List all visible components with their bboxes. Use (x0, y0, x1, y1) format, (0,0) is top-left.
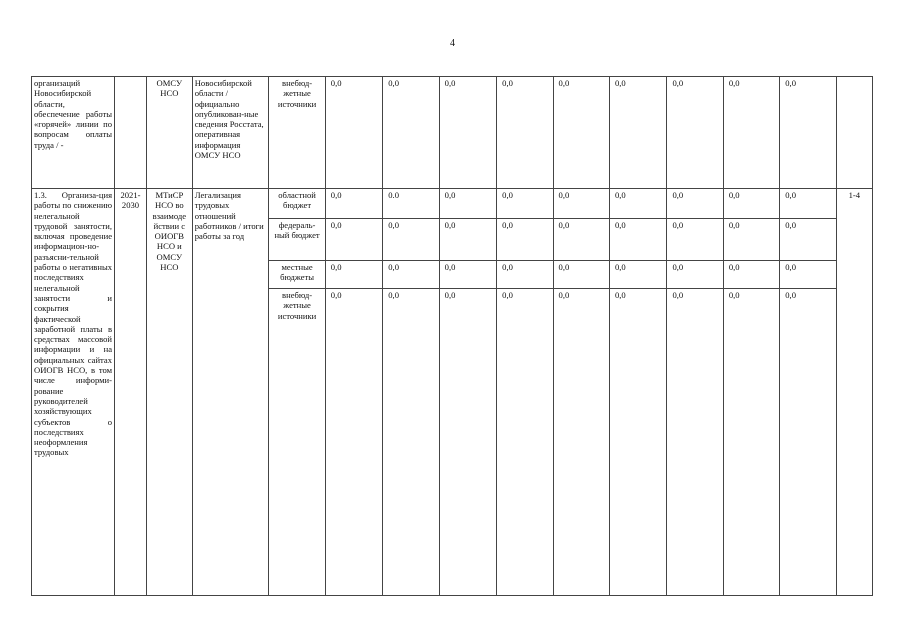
task-ref-cell (836, 77, 872, 189)
task-ref-cell: 1-4 (836, 189, 872, 596)
value-cell: 0,0 (780, 189, 836, 219)
value-cell: 0,0 (439, 289, 496, 596)
value-cell: 0,0 (553, 289, 609, 596)
page-number: 4 (450, 38, 455, 49)
source-cell: федераль-ный бюджет (269, 219, 325, 261)
source-cell: областной бюджет (269, 189, 325, 219)
value-cell: 0,0 (325, 261, 382, 289)
value-cell: 0,0 (439, 189, 496, 219)
value-cell: 0,0 (667, 189, 723, 219)
value-cell: 0,0 (325, 77, 382, 189)
value-cell: 0,0 (439, 77, 496, 189)
value-cell: 0,0 (609, 289, 666, 596)
value-cell: 0,0 (667, 219, 723, 261)
source-cell: местные бюджеты (269, 261, 325, 289)
value-cell: 0,0 (383, 261, 439, 289)
value-cell: 0,0 (723, 189, 779, 219)
value-cell: 0,0 (497, 289, 553, 596)
value-cell: 0,0 (497, 77, 553, 189)
value-cell: 0,0 (383, 289, 439, 596)
value-cell: 0,0 (723, 261, 779, 289)
value-cell: 0,0 (723, 219, 779, 261)
period-cell: 2021-2030 (115, 189, 147, 596)
value-cell: 0,0 (780, 261, 836, 289)
value-cell: 0,0 (667, 77, 723, 189)
indicator-cell: Новосибирской области / официально опубликован-ные сведения Росстата, оперативная информация ОМСУ НСО (192, 77, 269, 189)
source-cell: внебюд-жетные источники (269, 289, 325, 596)
value-cell: 0,0 (609, 189, 666, 219)
value-cell: 0,0 (723, 77, 779, 189)
indicator-cell: Легализация трудовых отношений работников / итоги работы за год (192, 189, 269, 596)
value-cell: 0,0 (780, 77, 836, 189)
value-cell: 0,0 (383, 77, 439, 189)
table-row (32, 189, 873, 219)
value-cell: 0,0 (553, 77, 609, 189)
value-cell: 0,0 (780, 219, 836, 261)
value-cell: 0,0 (609, 219, 666, 261)
period-cell (115, 77, 147, 189)
executor-cell: ОМСУ НСО (146, 77, 192, 189)
table-row (32, 77, 873, 189)
value-cell: 0,0 (780, 289, 836, 596)
value-cell: 0,0 (497, 219, 553, 261)
task-cell: организаций Новосибирской области, обеспечение работы «горячей» линии по вопросам оплаты труда / - (32, 77, 115, 189)
value-cell: 0,0 (667, 261, 723, 289)
value-cell: 0,0 (497, 261, 553, 289)
value-cell: 0,0 (553, 189, 609, 219)
value-cell: 0,0 (609, 261, 666, 289)
program-table (31, 76, 873, 596)
value-cell: 0,0 (609, 77, 666, 189)
value-cell: 0.0 (383, 189, 439, 219)
value-cell: 0,0 (553, 219, 609, 261)
value-cell: 0,0 (325, 219, 382, 261)
value-cell: 0,0 (439, 219, 496, 261)
value-cell: 0,0 (497, 189, 553, 219)
value-cell: 0,0 (325, 189, 382, 219)
executor-cell: МТиСР НСО во взаимоде йствии с ОИОГВ НСО и ОМСУ НСО (146, 189, 192, 596)
value-cell: 0,0 (723, 289, 779, 596)
value-cell: 0,0 (667, 289, 723, 596)
source-cell: внебюд-жетные источники (269, 77, 325, 189)
value-cell: 0,0 (325, 289, 382, 596)
value-cell: 0,0 (383, 219, 439, 261)
value-cell: 0,0 (439, 261, 496, 289)
task-cell: 1.3. Организа-ция работы по снижению нелегальной трудовой занятости, включая проведение информацион-но-разъясни-тельной работы о негативных последствиях нелегальной занятости и сокрытия фактической заработной платы в средствах массовой информации и на официальных сайтах ОИОГВ НСО, в том числе информи-рование руководителей хозяйствующих субъектов о последствиях неоформления трудовых (32, 189, 115, 596)
value-cell: 0,0 (553, 261, 609, 289)
